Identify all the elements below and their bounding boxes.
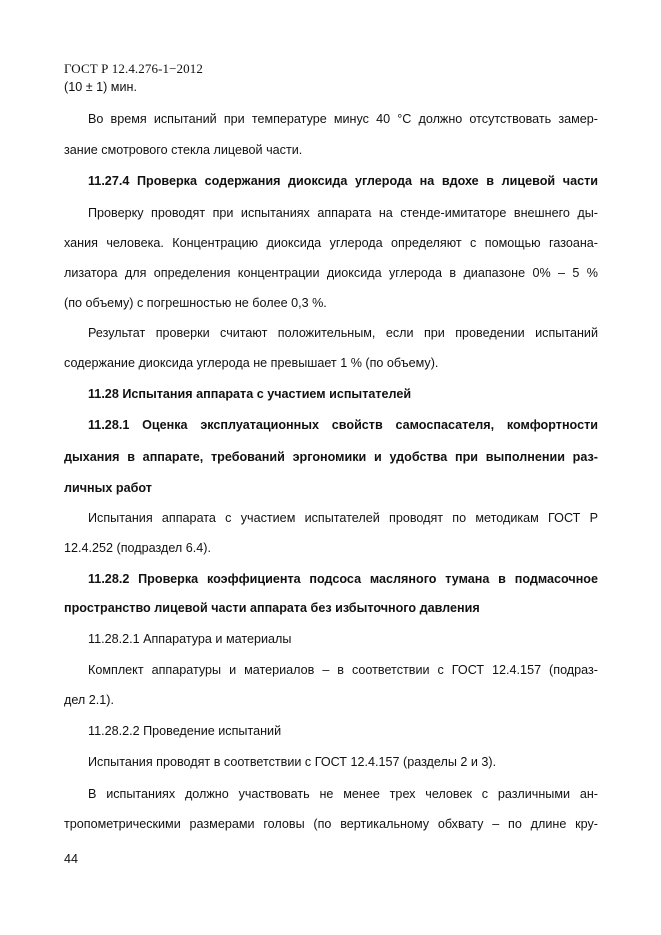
- section-heading-line: дыхания в аппарате, требований эргономики и удобства при выполнении раз-: [64, 450, 598, 464]
- section-heading-line: личных работ: [64, 481, 152, 495]
- section-heading-line: пространство лицевой части аппарата без избыточного давления: [64, 601, 480, 615]
- text-line: содержание диоксида углерода не превышает 1 % (по объему).: [64, 356, 439, 370]
- subsection-heading-11-28-2-1: 11.28.2.1 Аппаратура и материалы: [88, 632, 292, 646]
- section-heading-11-27-4: 11.27.4 Проверка содержания диоксида углерода на вдохе в лицевой части: [88, 174, 598, 188]
- text-line: хания человека. Концентрацию диоксида углерода определяют с помощью газоана-: [64, 236, 598, 250]
- text-line: тропометрическими размерами головы (по вертикальному обхвату – по длине кру-: [64, 817, 598, 831]
- text-line: Испытания проводят в соответствии с ГОСТ 12.4.157 (разделы 2 и 3).: [88, 755, 497, 769]
- text-line: (по объему) с погрешностью не более 0,3 %.: [64, 296, 327, 310]
- text-line: дел 2.1).: [64, 693, 114, 707]
- text-line: Комплект аппаратуры и материалов – в соответствии с ГОСТ 12.4.157 (подраз-: [88, 663, 598, 677]
- text-line: зание смотрового стекла лицевой части.: [64, 143, 303, 157]
- text-line: В испытаниях должно участвовать не менее трех человек с различными ан-: [88, 787, 598, 801]
- text-line: Проверку проводят при испытаниях аппарата на стенде-имитаторе внешнего ды-: [88, 206, 598, 220]
- page-number: 44: [64, 852, 79, 866]
- text-line: Результат проверки считают положительным, если при проведении испытаний: [88, 326, 598, 340]
- section-heading-11-28-1: 11.28.1 Оценка эксплуатационных свойств самоспасателя, комфортности: [88, 418, 598, 432]
- text-line: (10 ± 1) мин.: [64, 80, 137, 94]
- text-line: лизатора для определения концентрации диоксида углерода в диапазоне 0% – 5 %: [64, 266, 598, 280]
- standard-header: ГОСТ Р 12.4.276-1−2012: [64, 61, 203, 76]
- section-heading-11-28-2: 11.28.2 Проверка коэффициента подсоса масляного тумана в подмасочное: [88, 572, 598, 586]
- text-line: 12.4.252 (подраздел 6.4).: [64, 541, 211, 555]
- subsection-heading-11-28-2-2: 11.28.2.2 Проведение испытаний: [88, 724, 282, 738]
- section-heading-11-28: 11.28 Испытания аппарата с участием испытателей: [88, 387, 412, 401]
- text-line: Испытания аппарата с участием испытателей проводят по методикам ГОСТ Р: [88, 511, 598, 525]
- text-line: Во время испытаний при температуре минус 40 °С должно отсутствовать замер-: [88, 112, 598, 126]
